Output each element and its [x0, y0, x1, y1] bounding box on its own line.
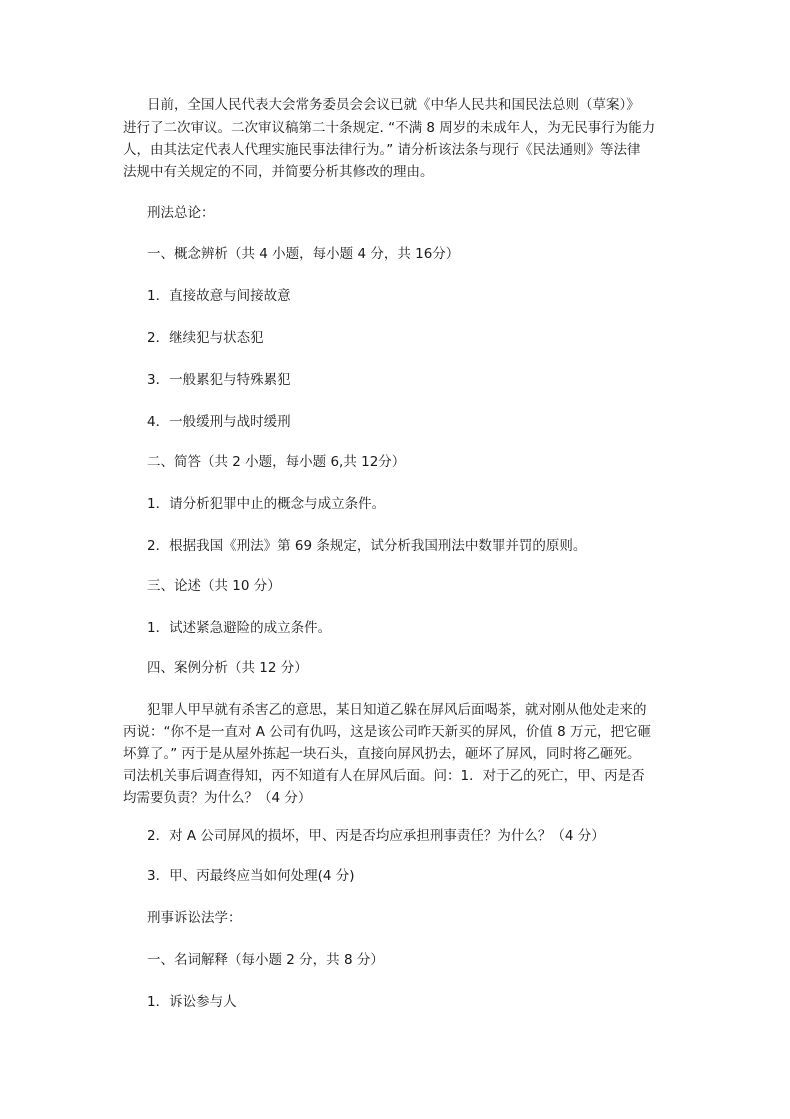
text-line: 人，由其法定代表人代理实施民事法律行为。” 请分析该法条与现行《民法通则》等法律	[123, 142, 641, 158]
subsection-title: 一、概念辨析（共 4 小题，每小题 4 分，共 16分）	[147, 246, 460, 262]
list-item: 2．根据我国《刑法》第 69 条规定，试分析我国刑法中数罪并罚的原则。	[147, 538, 587, 554]
text-line: 日前，全国人民代表大会常务委员会会议已就《中华人民共和国民法总则（草案）》	[147, 97, 640, 113]
list-item: 1．请分析犯罪中止的概念与成立条件。	[147, 496, 386, 512]
subsection-title: 四、案例分析（共 12 分）	[147, 660, 308, 676]
subsection-title: 三、论述（共 10 分）	[147, 578, 281, 594]
list-item: 1．诉讼参与人	[147, 994, 237, 1010]
text-line: 司法机关事后调查得知，丙不知道有人在屏风后面。问：1．对于乙的死亡，甲、丙是否	[123, 768, 645, 784]
text-line: 均需要负责？为什么？（4 分）	[123, 790, 312, 806]
list-item: 1．直接故意与间接故意	[147, 288, 291, 304]
section-heading-criminal-law: 刑法总论：	[147, 205, 215, 221]
list-item: 4．一般缓刑与战时缓刑	[147, 414, 291, 430]
text-line: 丙说：“你不是一直对 A 公司有仇吗，这是该公司昨天新买的屏风，价值 8 万元，把它砸	[123, 724, 651, 740]
list-item: 2．继续犯与状态犯	[147, 330, 264, 346]
text-line: 进行了二次审议。二次审议稿第二十条规定. “不满 8 周岁的未成年人，为无民事行为能力	[123, 120, 656, 136]
subsection-title: 二、简答（共 2 小题，每小题 6,共 12分）	[147, 454, 406, 470]
list-item: 2．对 A 公司屏风的损坏，甲、丙是否均应承担刑事责任？为什么？（4 分）	[147, 828, 605, 844]
text-line: 法规中有关规定的不同，并简要分析其修改的理由。	[123, 164, 434, 180]
list-item: 3．一般累犯与特殊累犯	[147, 372, 291, 388]
list-item: 3．甲、丙最终应当如何处理(4 分)	[147, 868, 355, 884]
text-line: 坏算了。” 丙于是从屋外拣起一块石头，直接向屏风扔去，砸坏了屏风，同时将乙砸死。	[123, 746, 641, 762]
text-line: 犯罪人甲早就有杀害乙的意思，某日知道乙躲在屏风后面喝茶，就对刚从他处走来的	[147, 702, 647, 718]
section-heading-criminal-procedure: 刑事诉讼法学：	[147, 910, 242, 926]
list-item: 1．试述紧急避险的成立条件。	[147, 620, 332, 636]
subsection-title: 一、名词解释（每小题 2 分，共 8 分）	[147, 952, 384, 968]
